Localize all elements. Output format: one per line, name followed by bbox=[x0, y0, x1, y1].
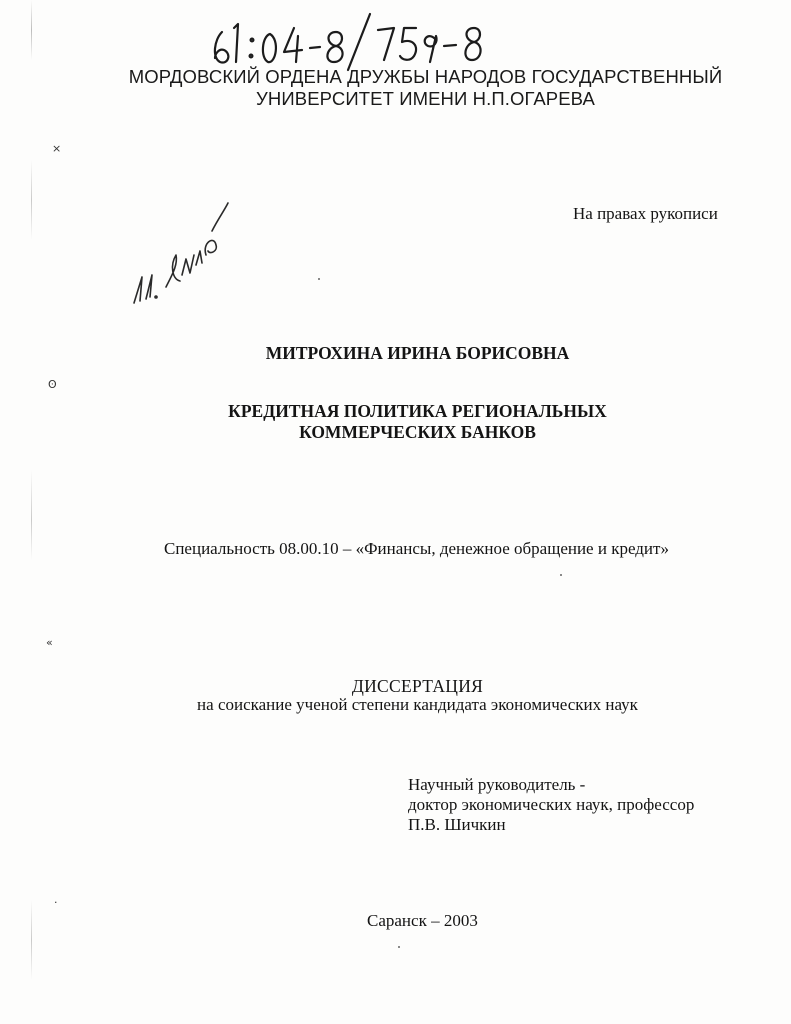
dissertation-subtitle: на соискание ученой степени кандидата экономических наук bbox=[197, 695, 638, 714]
supervisor-label: Научный руководитель - bbox=[408, 775, 586, 794]
supervisor-degree: доктор экономических наук, профессор bbox=[408, 795, 695, 814]
dissertation-title-line-1: КРЕДИТНАЯ ПОЛИТИКА РЕГИОНАЛЬНЫХ bbox=[228, 401, 607, 421]
city-and-year: Саранск – 2003 bbox=[367, 911, 478, 930]
scan-edge-line bbox=[31, 0, 32, 1024]
scan-speck: ʘ bbox=[48, 378, 57, 391]
scan-speck: × bbox=[52, 142, 62, 155]
scan-speck: · bbox=[54, 896, 58, 909]
dissertation-heading: ДИССЕРТАЦИЯ bbox=[351, 676, 484, 696]
author-name: МИТРОХИНА ИРИНА БОРИСОВНА bbox=[265, 343, 570, 363]
specialty-line: Специальность 08.00.10 – «Финансы, денежное обращение и кредит» bbox=[164, 539, 669, 558]
handwritten-archive-number bbox=[208, 10, 488, 72]
handwritten-margin-annotation bbox=[120, 195, 240, 310]
university-name-line-2: УНИВЕРСИТЕТ ИМЕНИ Н.П.ОГАРЕВА bbox=[256, 88, 595, 109]
scan-dot bbox=[318, 278, 320, 280]
manuscript-rights-note: На правах рукописи bbox=[573, 204, 718, 223]
supervisor-name: П.В. Шичкин bbox=[408, 815, 506, 834]
dissertation-title-line-2: КОММЕРЧЕСКИХ БАНКОВ bbox=[299, 422, 536, 442]
scan-dot bbox=[398, 946, 400, 948]
scan-dot bbox=[560, 574, 562, 576]
university-name-line-1: МОРДОВСКИЙ ОРДЕНА ДРУЖБЫ НАРОДОВ ГОСУДАРСТВЕННЫЙ bbox=[128, 66, 723, 87]
scan-speck: « bbox=[46, 636, 53, 649]
